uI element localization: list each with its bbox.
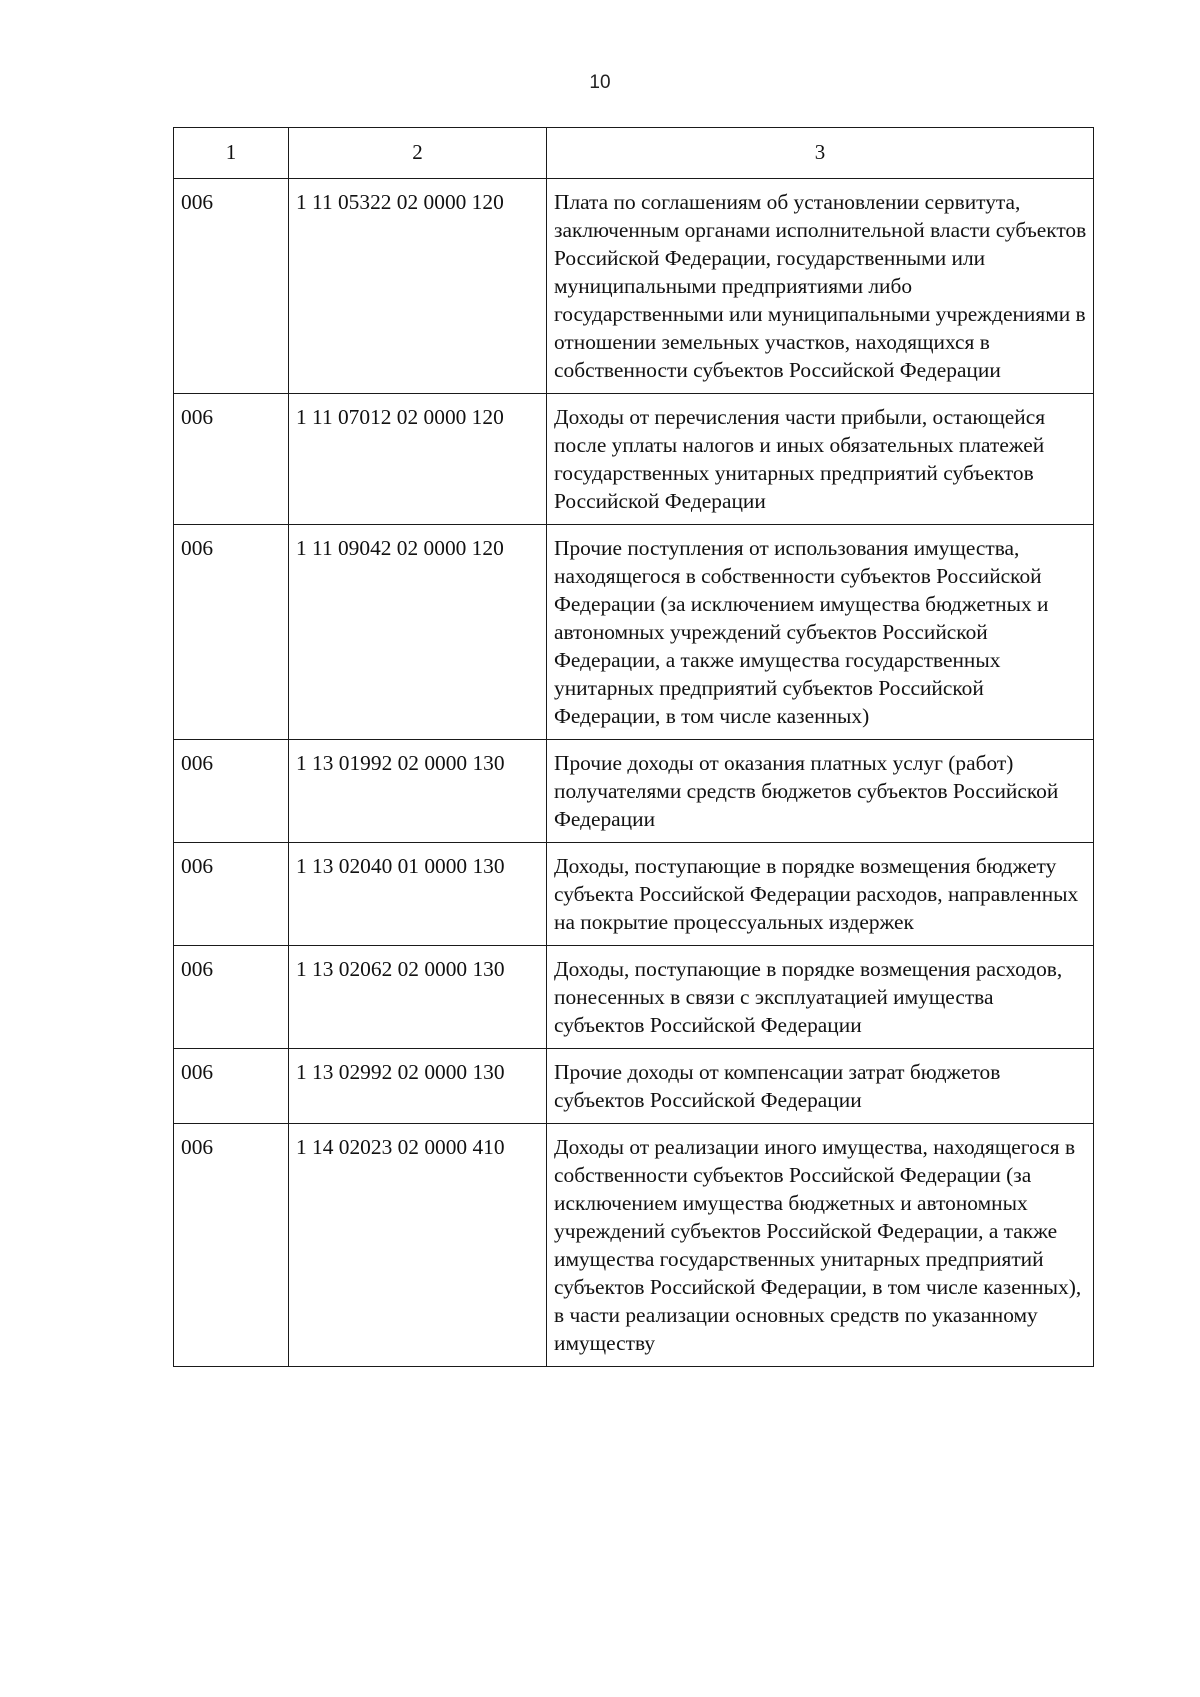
table-row [174,740,1094,843]
table-header [174,128,1094,179]
kbk-code-cell: 1 11 05322 02 0000 120 [289,179,547,394]
description-cell: Доходы, поступающие в порядке возмещения расходов, понесенных в связи с эксплуатацией имущества субъектов Российской Федерации [547,946,1094,1049]
header-col-2: 2 [289,128,547,179]
admin-code-cell: 006 [174,394,289,525]
kbk-code-cell: 1 13 01992 02 0000 130 [289,740,547,843]
kbk-code-cell: 1 11 07012 02 0000 120 [289,394,547,525]
table-body [174,179,1094,1367]
admin-code-cell: 006 [174,843,289,946]
kbk-code-cell: 1 13 02062 02 0000 130 [289,946,547,1049]
header-col-1: 1 [174,128,289,179]
admin-code-cell: 006 [174,179,289,394]
admin-code-cell: 006 [174,525,289,740]
table-row [174,1049,1094,1124]
description-cell: Плата по соглашениям об установлении сервитута, заключенным органами исполнительной власти субъектов Российской Федерации, государственными или муниципальными предприятиями либо государственными или муниципальными учреждениями в отношении земельных участков, находящихся в собственности субъектов Российской Федерации [547,179,1094,394]
kbk-code-cell: 1 13 02040 01 0000 130 [289,843,547,946]
description-cell: Доходы от перечисления части прибыли, остающейся после уплаты налогов и иных обязательных платежей государственных унитарных предприятий субъектов Российской Федерации [547,394,1094,525]
header-col-3: 3 [547,128,1094,179]
table-row [174,394,1094,525]
admin-code-cell: 006 [174,1124,289,1367]
table-header-row [174,128,1094,179]
table-row [174,179,1094,394]
admin-code-cell: 006 [174,1049,289,1124]
kbk-code-cell: 1 11 09042 02 0000 120 [289,525,547,740]
table-row [174,1124,1094,1367]
description-cell: Прочие поступления от использования имущества, находящегося в собственности субъектов Российской Федерации (за исключением имущества бюджетных и автономных учреждений субъектов Российской Федерации, а также имущества государственных унитарных предприятий субъектов Российской Федерации, в том числе казенных) [547,525,1094,740]
page-number: 10 [589,72,611,93]
description-cell: Прочие доходы от компенсации затрат бюджетов субъектов Российской Федерации [547,1049,1094,1124]
admin-code-cell: 006 [174,946,289,1049]
kbk-code-cell: 1 13 02992 02 0000 130 [289,1049,547,1124]
description-cell: Прочие доходы от оказания платных услуг (работ) получателями средств бюджетов субъектов Российской Федерации [547,740,1094,843]
budget-revenue-table [173,127,1094,1367]
description-cell: Доходы, поступающие в порядке возмещения бюджету субъекта Российской Федерации расходов, направленных на покрытие процессуальных издержек [547,843,1094,946]
kbk-code-cell: 1 14 02023 02 0000 410 [289,1124,547,1367]
description-cell: Доходы от реализации иного имущества, находящегося в собственности субъектов Российской Федерации (за исключением имущества бюджетных и автономных учреждений субъектов Российской Федерации, а также имущества государственных унитарных предприятий субъектов Российской Федерации, в том числе казенных), в части реализации основных средств по указанному имуществу [547,1124,1094,1367]
admin-code-cell: 006 [174,740,289,843]
table-row [174,843,1094,946]
table-row [174,525,1094,740]
table-row [174,946,1094,1049]
